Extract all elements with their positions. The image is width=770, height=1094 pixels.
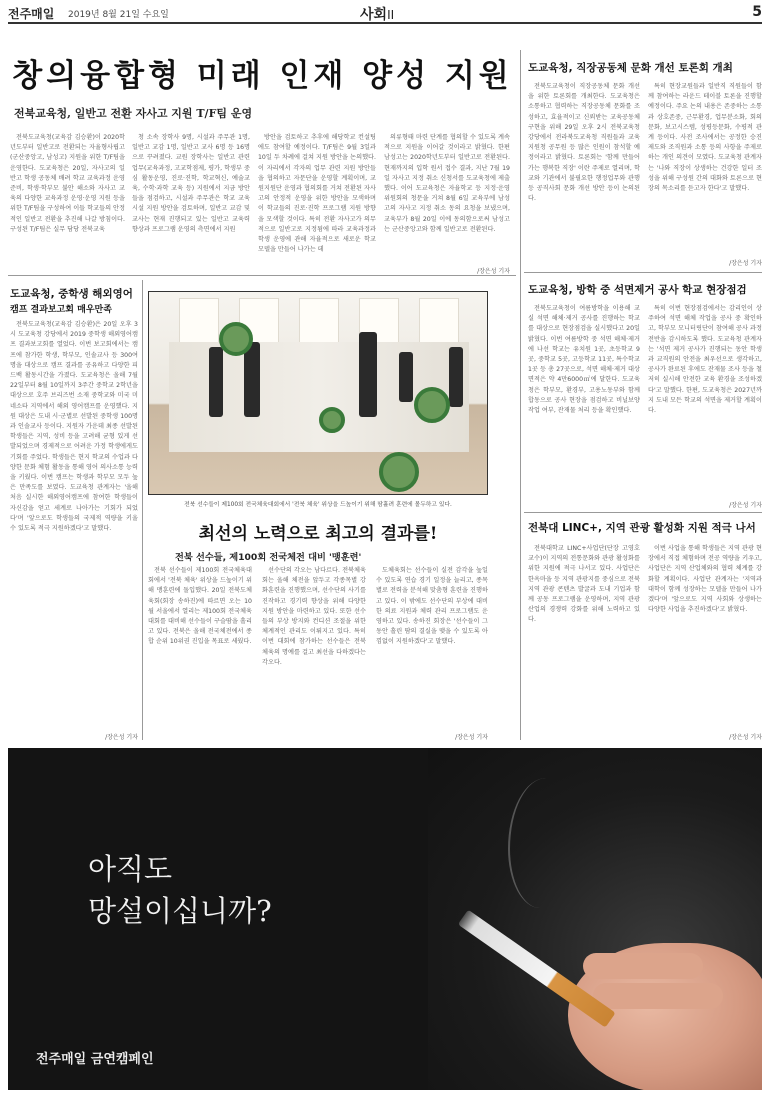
center-headline: 최선의 노력으로 최고의 결과를! bbox=[198, 524, 438, 544]
main-headline: 창의융합형 미래 인재 양성 지원 bbox=[12, 58, 513, 94]
sports-byline: /장은성 기자 bbox=[455, 734, 488, 741]
page-number: 5 bbox=[752, 4, 762, 20]
sports-article-column-1: 전북 선수들이 제100회 전국체육대회에서 '전북 체육' 위상을 드높이기 위해 맹훈련에 돌입했다. 20일 전북도체육회(회장 송하진)에 따르면 오는 10월 서울에서 열리는 제100회 전국체육대회를 대비해 선수들이 구슬땀을 흘리고 있다. 전북은 올해 전국체전에서 종합 순위 10위권 진입을 목표로 세웠다. bbox=[148, 567, 252, 646]
photo-caption: 전북 선수들이 제100회 전국체육대회에서 '전북 체육' 위상을 드높이기 위해 땀흘려 훈련에 몰두하고 있다. bbox=[184, 502, 452, 508]
main-article-column-3: 방안을 검토하고 추후에 해당학교 컨설팅에도 참여할 예정이다. T/F팀은 9월 3일과 10일 두 차례에 걸쳐 지원 방안을 논의했다. 이 자리에서 각자의 업무 관련 지원 방안들을 협의하고 자문단을 운영할 계획이며, 교원지원단 운영과 협의회를 거쳐 전환된 자사고의 안정적 운영을 위한 방안을 모색하며 이 학교들의 진로·진학 프로그램 지원 방향을 모색할 것이다. 특히 전환 자사고가 의무적으로 일반고로 지정됨에 따라 교육과정과 학생 운영에 관해 자율적으로 새로운 학교 모델을 만들어 나가는 데 bbox=[258, 134, 376, 254]
main-subheadline: 전북교육청, 일반고 전환 자사고 지원 T/F팀 운영 bbox=[14, 107, 253, 120]
main-article-column-4: 의류형태 마련 단계를 협의할 수 있도록 계속적으로 지원을 이어갈 것이라고 밝혔다. 한편 남성고는 2020학년도부터 일반고로 전환된다. 현재까지의 입학 원서 접수 결과, 지난 7월 19일 자사고 지정 취소 신청서를 도교육청에 제출했다. 이어 도교육청은 자율학교 등 지정·운영위원회의 청문을 거쳐 8월 6일 교육부에 남성고의 자사고 지정 취소 동의 요청을 보냈으며, 교육부가 8월 20일 이에 동의함으로써 남성고는 군산중앙고와 함께 일반고로 전환된다. bbox=[384, 134, 510, 233]
linc-article-column-1: 전북대학교 LINC+사업단(단장 고영호 교수)이 지역의 전통문화와 관광 활성화를 위한 지원에 적극 나서고 있다. 사업단은 한옥마을 등 지역 관광지를 중심으로 전북 지역 관광 콘텐츠 발굴과 도내 기업과 함께 공동 프로그램을 운영하며, 지역 관광 산업의 경쟁력 강화를 위해 노력하고 있다. bbox=[528, 545, 640, 624]
column-divider bbox=[142, 280, 143, 740]
workplace-article-column-1: 전북도교육청이 직장공동체 문화 개선을 위한 토론회를 개최한다. 도교육청은 소통하고 협력하는 직장공동체 문화를 조성하고, 효율적이고 신뢰받는 교육공동체 구현을 위해 29일 오후 2시 전북교육청 강당에서 전라북도교육청 직원들과 교육지원청 공무원 등 많은 인원이 참석할 예정이라고 밝혔다. 토론회는 '함께 만들어가는 행복한 직장' 이란 주제로 열리며, 학교와 기관에서 불필요한 행정업무와 관행 등 공직사회 문화 개선 방안 등이 논의된다. bbox=[528, 83, 640, 203]
section-divider bbox=[8, 275, 516, 276]
main-byline: /장은성 기자 bbox=[477, 268, 510, 275]
workplace-byline: /장은성 기자 bbox=[729, 260, 762, 267]
english-camp-article: 전북도교육청(교육감 김승환)은 20일 오후 3시 도교육청 강당에서 2019 중학생 해외영어캠프 결과보고회를 열었다. 이번 보고회에서는 캠프에 참가한 학생, 학부모, 인솔교사 등 300여 명을 대상으로 캠프 결과를 공유하고 다양한 피드백 활동시간을 가졌다. 도교육청은 올해 7월 22일부터 8월 10일까지 3주간 중학교 2학년을 대상으로 호주 브리즈번 소재 중학교와 미국 미네소타 지역에서 해외 영어캠프를 운영했다. 지원 대상은 도내 시·군별로 선발된 중학생 100명과 인솔교사 등이다. 지원자 가운데 최종 선발된 학생들은 지역, 성비 등을 고려해 균형 있게 선발되었으며 경제적으로 어려운 가정 학생에게도 기회를 주었다. 학생들은 현지 학교의 수업과 다양한 문화 체험 활동을 통해 영어 의사소통 능력을 키웠다. 이번 캠프는 학생과 학부모 모두 높은 만족도를 보였다. 도교육청 관계자는 '올해 처음 실시한 해외영어캠프에 참여한 학생들이 자신감을 얻고 세계로 나아가는 기회가 되었다'며 '앞으로도 학생들의 국제적 역량을 키울 수 있도록 적극 지원하겠다'고 말했다. bbox=[10, 321, 138, 533]
story-title-asbestos: 도교육청, 방학 중 석면제거 공사 학교 현장점검 bbox=[528, 284, 747, 296]
story-subtitle-english-camp: 캠프 결과보고회 매우만족 bbox=[10, 305, 112, 315]
gym-training-photo bbox=[148, 291, 488, 495]
smoke-graphic bbox=[508, 778, 578, 908]
ad-tagline: 전주매일 금연캠페인 bbox=[36, 1052, 154, 1067]
section-divider bbox=[524, 272, 762, 273]
asbestos-article-column-1: 전북도교육청이 여름방학을 이용해 교실 석면 해체·제거 공사를 진행하는 학교를 대상으로 현장점검을 실시했다고 20일 밝혔다. 이번 여름방학 중 석면 해체·제거에 나선 학교는 유치원 1곳, 초등학교 9곳, 중학교 5곳, 고등학교 11곳, 특수학교 1곳 등 총 27곳으로, 석면 해체·제거 대상 면적은 약 4만6000㎡에 달한다. 도교육청은 학부모, 환경부, 고용노동부와 함께 합동으로 공사 현장을 점검하고 비닐보양 작업 여부, 잔재물 처리 등을 확인했다. bbox=[528, 305, 640, 415]
story-title-workplace-culture: 도교육청, 직장공동체 문화 개선 토론회 개최 bbox=[528, 62, 733, 74]
column-divider bbox=[520, 50, 521, 740]
linc-byline: /장은성 기자 bbox=[729, 734, 762, 741]
sports-article-column-2: 선수단의 각오는 남다르다. 전북체육회는 올해 체전을 앞두고 각종목별 강화훈련을 진행했으며, 선수단의 사기를 진작하고 경기력 향상을 위해 다양한 지원 방안을 마련하고 있다. 또한 선수들의 부상 방지와 컨디션 조절을 위한 체계적인 관리도 이뤄지고 있다. 특히 이번 대회에 참가하는 선수들은 전북 체육의 명예를 걸고 최선을 다하겠다는 각오다. bbox=[262, 567, 366, 666]
sports-article-column-3: 도체육회는 선수들이 실전 감각을 높일 수 있도록 연습 경기 일정을 늘리고, 종목별로 전력을 분석해 맞춤형 훈련을 진행하고 있다. 이 밖에도 선수단의 부상에 대비한 의료 지원과 체력 관리 프로그램도 운영하고 있다. 송하진 회장은 '선수들이 그동안 흘린 땀의 결실을 맺을 수 있도록 아낌없이 지원하겠다'고 말했다. bbox=[376, 567, 488, 646]
section-divider bbox=[524, 512, 762, 513]
ad-headline: 아직도 망설이십니까? bbox=[88, 852, 272, 928]
newspaper-name: 전주매일 bbox=[8, 7, 55, 21]
no-smoking-campaign-ad bbox=[8, 748, 762, 1090]
masthead bbox=[8, 4, 762, 24]
center-subheadline: 전북 선수들, 제100회 전국체전 대비 '맹훈련' bbox=[175, 552, 362, 563]
issue-date: 2019년 8월 21일 수요일 bbox=[68, 10, 169, 20]
main-article-column-2: 청 소속 장학사 9명, 시설과 주무관 1명, 일반고 교감 1명, 일반고 교사 6명 등 16명으로 꾸려졌다. 교원 장학사는 일반고 관련 업무(교육과정, 고교학점제, 평가, 학생부 중심 활동운영, 진로·진학, 학교혁신, 예술교육, 수학·과학 교육 등) 지원에서 지금 방안들을 점검하고, 시설과 주무관은 학교 교육시설 지원 방안을 검토하며, 일반고 교감 및 교사는 현재 진행되고 있는 일반고 교육력 향상과 프로그램 운영의 측면에서 지원 bbox=[132, 134, 250, 233]
asbestos-byline: /장은성 기자 bbox=[729, 502, 762, 509]
english-camp-byline: /장은성 기자 bbox=[105, 734, 138, 741]
story-title-english-camp: 도교육청, 중학생 해외영어 bbox=[10, 288, 133, 300]
section-title: 사회II bbox=[360, 7, 395, 23]
linc-article-column-2: 이번 사업을 통해 학생들은 지역 관광 현장에서 직접 체험하며 전공 역량을 키우고, 사업단은 지역 산업체와의 협력 체계를 강화할 계획이다. 사업단 관계자는 '지역과 대학이 함께 성장하는 모델을 만들어 나가겠다'며 '앞으로도 지역 사회와 상생하는 다양한 사업을 추진하겠다'고 밝혔다. bbox=[648, 545, 762, 614]
asbestos-article-column-2: 특히 이번 현장점검에서는 감리인이 상주하여 석면 해체 작업을 공사 중 확인하고, 학부모 모니터링단이 참여해 공사 과정 전반을 감시하도록 했다. 도교육청 관계자는 '석면 제거 공사가 진행되는 동안 학생과 교직원의 안전을 최우선으로 생각하고, 공사가 완료된 후에도 잔재물 조사 등을 철저히 실시해 안전한 교육 환경을 조성하겠다'고 말했다. 한편, 도교육청은 2027년까지 도내 모든 학교의 석면을 제거할 계획이다. bbox=[648, 305, 762, 415]
workplace-article-column-2: 특히 현장교원들과 일반직 직원들이 함께 참여하는 라운드 테이블 토론을 진행할 예정이다. 주요 논의 내용은 존중하는 소통과 상호존중, 근무환경, 업무분소화, 회의문화, 보고시스템, 성평등문화, 수평적 관계 등이다. 사전 조사에서는 공정한 승진 제도와 조직원과 소통 등의 사항을 주제로 하는 개인 의견이 모였다. 도교육청 관계자는 '나와 직장이 상생하는 건강한 일터 조성을 위해 구성원 간의 대화와 토론으로 현장의 목소리를 듣고자 한다'고 말했다. bbox=[648, 83, 762, 193]
story-title-linc: 전북대 LINC+, 지역 관광 활성화 지원 적극 나서 bbox=[528, 522, 756, 534]
main-article-column-1: 전북도교육청(교육감 김승환)이 2020학년도부터 일반고로 전환되는 자율형사립고(군산중앙고, 남성고) 지원을 위한 T/F팀을 운영한다. 도교육청은 20일, 자사고의 일반고 학생 공동체 배려 학교 교육과정 운영 준비, 학생·학부모 불안 해소와 자사고 교육의 다양한 교육과정 운영·운영 지원 등을 위한 T/F팀을 구성하여 이들 학교들의 안정적인 일반고 전환을 추진해 나갈 방침이다. 구성된 T/F팀은 실무 담당 전북교육 bbox=[10, 134, 125, 233]
